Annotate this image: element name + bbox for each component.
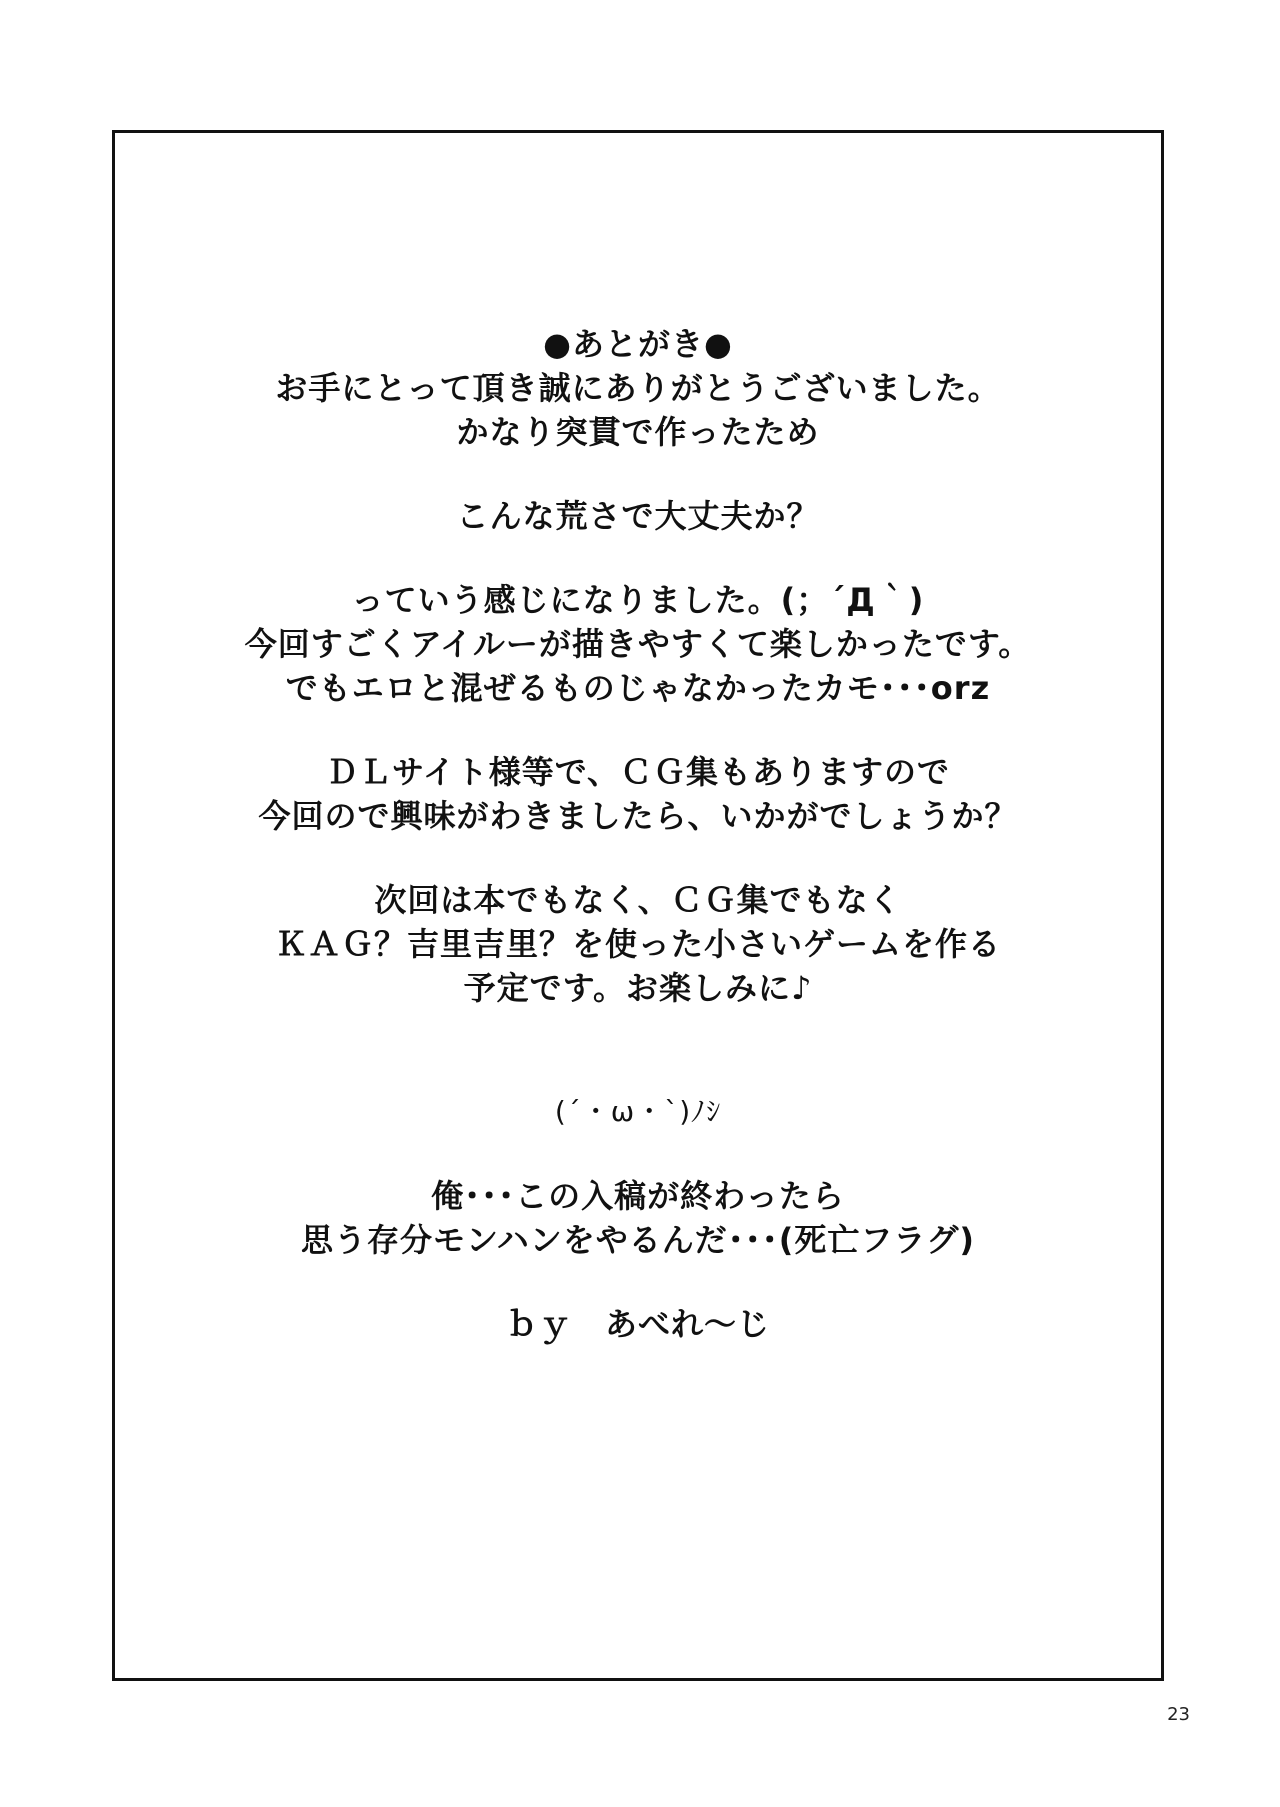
afterword-line: 今回ので興味がわきましたら、いかがでしょうか？	[258, 797, 1018, 835]
afterword-line: 思う存分モンハンをやるんだ･･･(死亡フラグ)	[300, 1221, 975, 1259]
spacer	[112, 710, 1164, 750]
afterword-line: 今回すごくアイルーが描きやすくて楽しかったです。	[244, 625, 1032, 663]
afterword-line: っていう感じになりました。(；´Д｀)	[351, 581, 925, 619]
afterword-line: こんな荒さで大丈夫か？	[456, 497, 820, 535]
afterword-line: 次回は本でもなく、ＣＧ集でもなく	[374, 881, 902, 919]
spacer	[112, 454, 1164, 494]
afterword-line: お手にとって頂き誠にありがとうございました。	[275, 369, 1001, 407]
afterword-line: ＤＬサイト様等で、ＣＧ集もありますので	[325, 753, 951, 791]
spacer	[112, 1262, 1164, 1302]
spacer	[112, 1134, 1164, 1174]
spacer	[112, 538, 1164, 578]
afterword-line: 予定です。お楽しみに♪	[463, 969, 813, 1007]
spacer	[112, 1010, 1164, 1090]
afterword-kaomoji: (´・ω・`)ﾉｼ	[554, 1095, 722, 1128]
afterword-text	[112, 322, 1164, 1346]
page-number: 23	[1167, 1704, 1190, 1725]
afterword-line: ＫＡＧ？吉里吉里？を使った小さいゲームを作る	[274, 925, 1001, 963]
afterword-line: でもエロと混ぜるものじゃなかったカモ･･･orz	[285, 669, 991, 707]
afterword-heading: ●あとがき●	[543, 325, 733, 363]
afterword-line: 俺･･･この入稿が終わったら	[431, 1177, 845, 1215]
spacer	[112, 838, 1164, 878]
afterword-signature: ｂｙ あべれ～じ	[505, 1305, 770, 1343]
afterword-line: かなり突貫で作ったため	[456, 413, 820, 451]
